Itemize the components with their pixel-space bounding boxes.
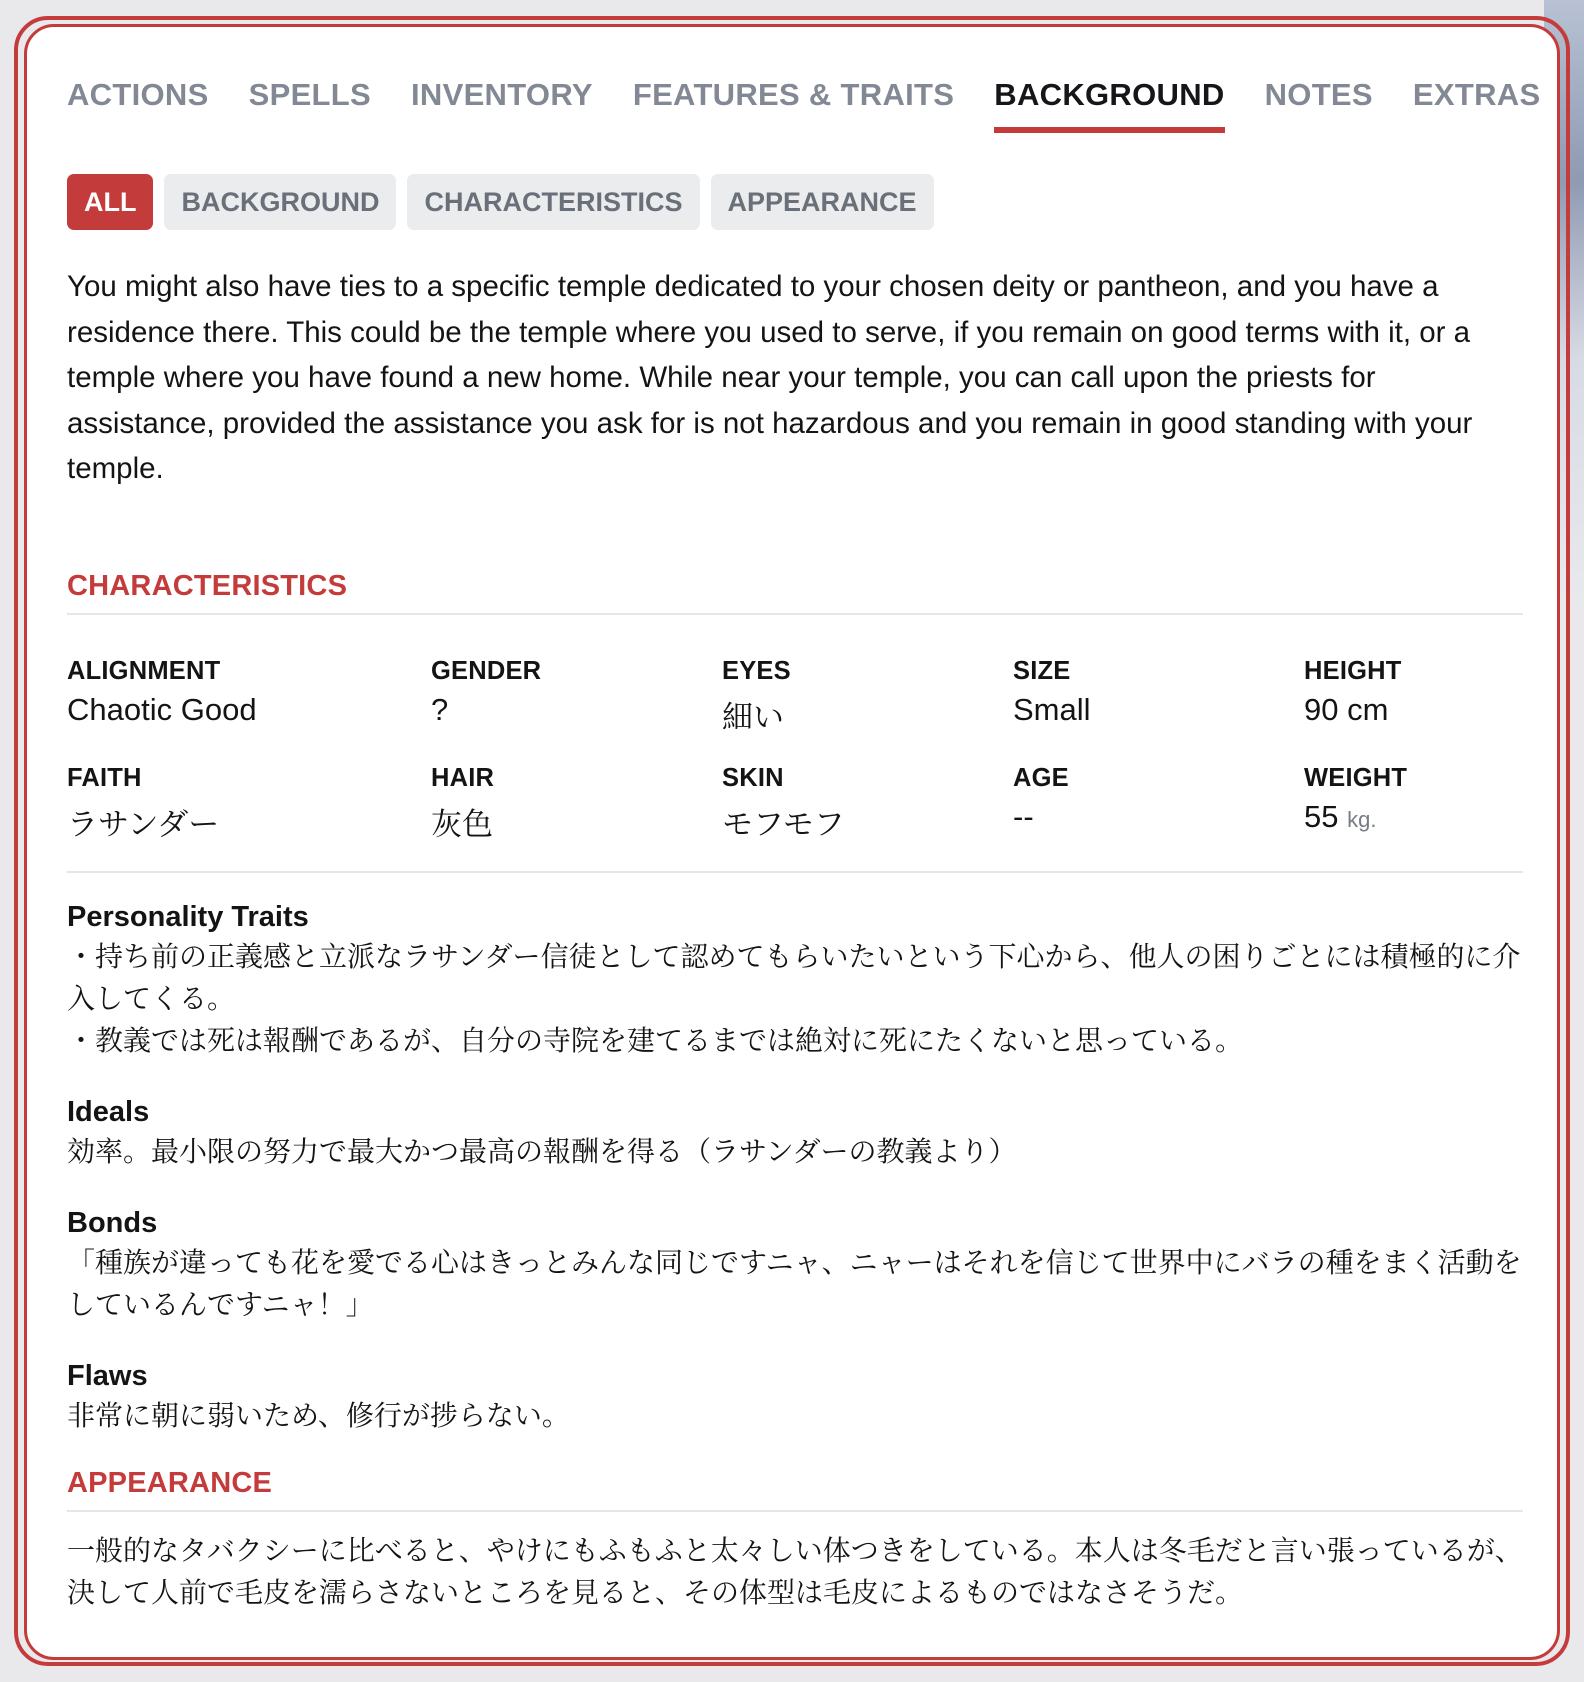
hair-label: HAIR [431, 763, 495, 792]
filter-characteristics[interactable]: CHARACTERISTICS [407, 174, 699, 230]
tab-features-traits[interactable]: FEATURES & TRAITS [632, 77, 955, 112]
tab-inventory[interactable]: INVENTORY [411, 77, 593, 112]
ideals-text: 効率。最小限の努力で最大かつ最高の報酬を得る（ラサンダーの教義より） [67, 1135, 1017, 1167]
personality-traits-block [67, 901, 1523, 1062]
age-cell [1013, 764, 1304, 837]
filter-bar [67, 174, 1523, 230]
skin-value: モフモフ [722, 806, 845, 842]
gender-value: ? [431, 691, 449, 727]
weight-number: 55 [1304, 798, 1339, 834]
tab-notes[interactable]: NOTES [1264, 77, 1373, 112]
tab-actions[interactable]: ACTIONS [67, 77, 209, 112]
characteristics-heading: CHARACTERISTICS [67, 570, 1523, 615]
skin-cell [722, 763, 1013, 842]
size-label: SIZE [1013, 656, 1071, 685]
ideals-block [67, 1096, 1523, 1173]
flaws-block [67, 1360, 1523, 1437]
faith-value: ラサンダー [67, 806, 220, 842]
eyes-value: 細い [722, 699, 784, 735]
bonds-block [67, 1207, 1523, 1326]
background-description: You might also have ties to a specific temple dedicated to your chosen deity or pantheon, and you have a residence there. This could be the temple where you used to serve, if you remain on good terms with it, or a temple where you have found a new home. While near your temple, you can call upon the priests for assistance, provided the assistance you ask for is not hazardous and you remain in good standing with your temple. [67, 270, 1473, 485]
weight-cell [1304, 764, 1523, 837]
tab-spells[interactable]: SPELLS [248, 77, 371, 112]
weight-value [1304, 799, 1523, 837]
tab-extras[interactable]: EXTRAS [1412, 77, 1541, 112]
flaws-title: Flaws [67, 1359, 148, 1392]
personality-trait-line: ・教義では死は報酬であるが、自分の寺院を建てるまでは絶対に死にたくないと思っている。 [67, 1024, 1244, 1056]
eyes-label: EYES [722, 656, 791, 685]
weight-label: WEIGHT [1304, 763, 1408, 792]
appearance-heading: APPEARANCE [67, 1467, 1523, 1512]
character-sheet-panel [24, 24, 1560, 1660]
filter-background[interactable]: BACKGROUND [164, 174, 396, 230]
appearance-text: 一般的なタバクシーに比べると、やけにもふもふと太々しい体つきをしている。本人は冬毛だと言い張っているが、決して人前で毛皮を濡らさないところを見ると、その体型は毛皮によるものではなさそうだ。 [67, 1534, 1523, 1608]
skin-label: SKIN [722, 763, 784, 792]
gender-label: GENDER [431, 656, 542, 685]
height-value: 90 cm [1304, 691, 1389, 727]
eyes-cell [722, 656, 1013, 735]
panel-content [67, 57, 1541, 1614]
size-value: Small [1013, 691, 1091, 727]
personality-traits-text [67, 936, 1523, 1062]
bonds-title: Bonds [67, 1206, 158, 1239]
age-value: -- [1013, 798, 1034, 834]
bonds-text: 「種族が違っても花を愛でる心はきっとみんな同じですニャ、ニャーはそれを信じて世界中にバラの種をまく活動をしているんですニャ！」 [67, 1246, 1522, 1320]
filter-appearance[interactable]: APPEARANCE [711, 174, 934, 230]
size-cell [1013, 657, 1304, 730]
flaws-text: 非常に朝に弱いため、修行が捗らない。 [67, 1399, 570, 1431]
characteristics-grid [67, 657, 1523, 873]
personality-traits-title: Personality Traits [67, 900, 309, 933]
tab-bar [67, 57, 1541, 137]
hair-value: 灰色 [431, 806, 493, 842]
filter-all[interactable]: ALL [67, 174, 153, 230]
alignment-value: Chaotic Good [67, 691, 257, 727]
alignment-cell [67, 657, 431, 730]
gender-cell [431, 657, 722, 730]
characteristics-section [67, 570, 1523, 1437]
faith-cell [67, 763, 431, 842]
hair-cell [431, 763, 722, 842]
faith-label: FAITH [67, 763, 142, 792]
height-label: HEIGHT [1304, 656, 1402, 685]
appearance-section [67, 1467, 1523, 1614]
tab-background[interactable]: BACKGROUND [994, 57, 1224, 133]
alignment-label: ALIGNMENT [67, 656, 221, 685]
personality-trait-line: ・持ち前の正義感と立派なラサンダー信徒として認めてもらいたいという下心から、他人の困りごとには積極的に介入してくる。 [67, 940, 1521, 1014]
age-label: AGE [1013, 763, 1069, 792]
weight-unit: kg. [1347, 806, 1377, 832]
height-cell [1304, 657, 1523, 730]
ideals-title: Ideals [67, 1095, 150, 1128]
